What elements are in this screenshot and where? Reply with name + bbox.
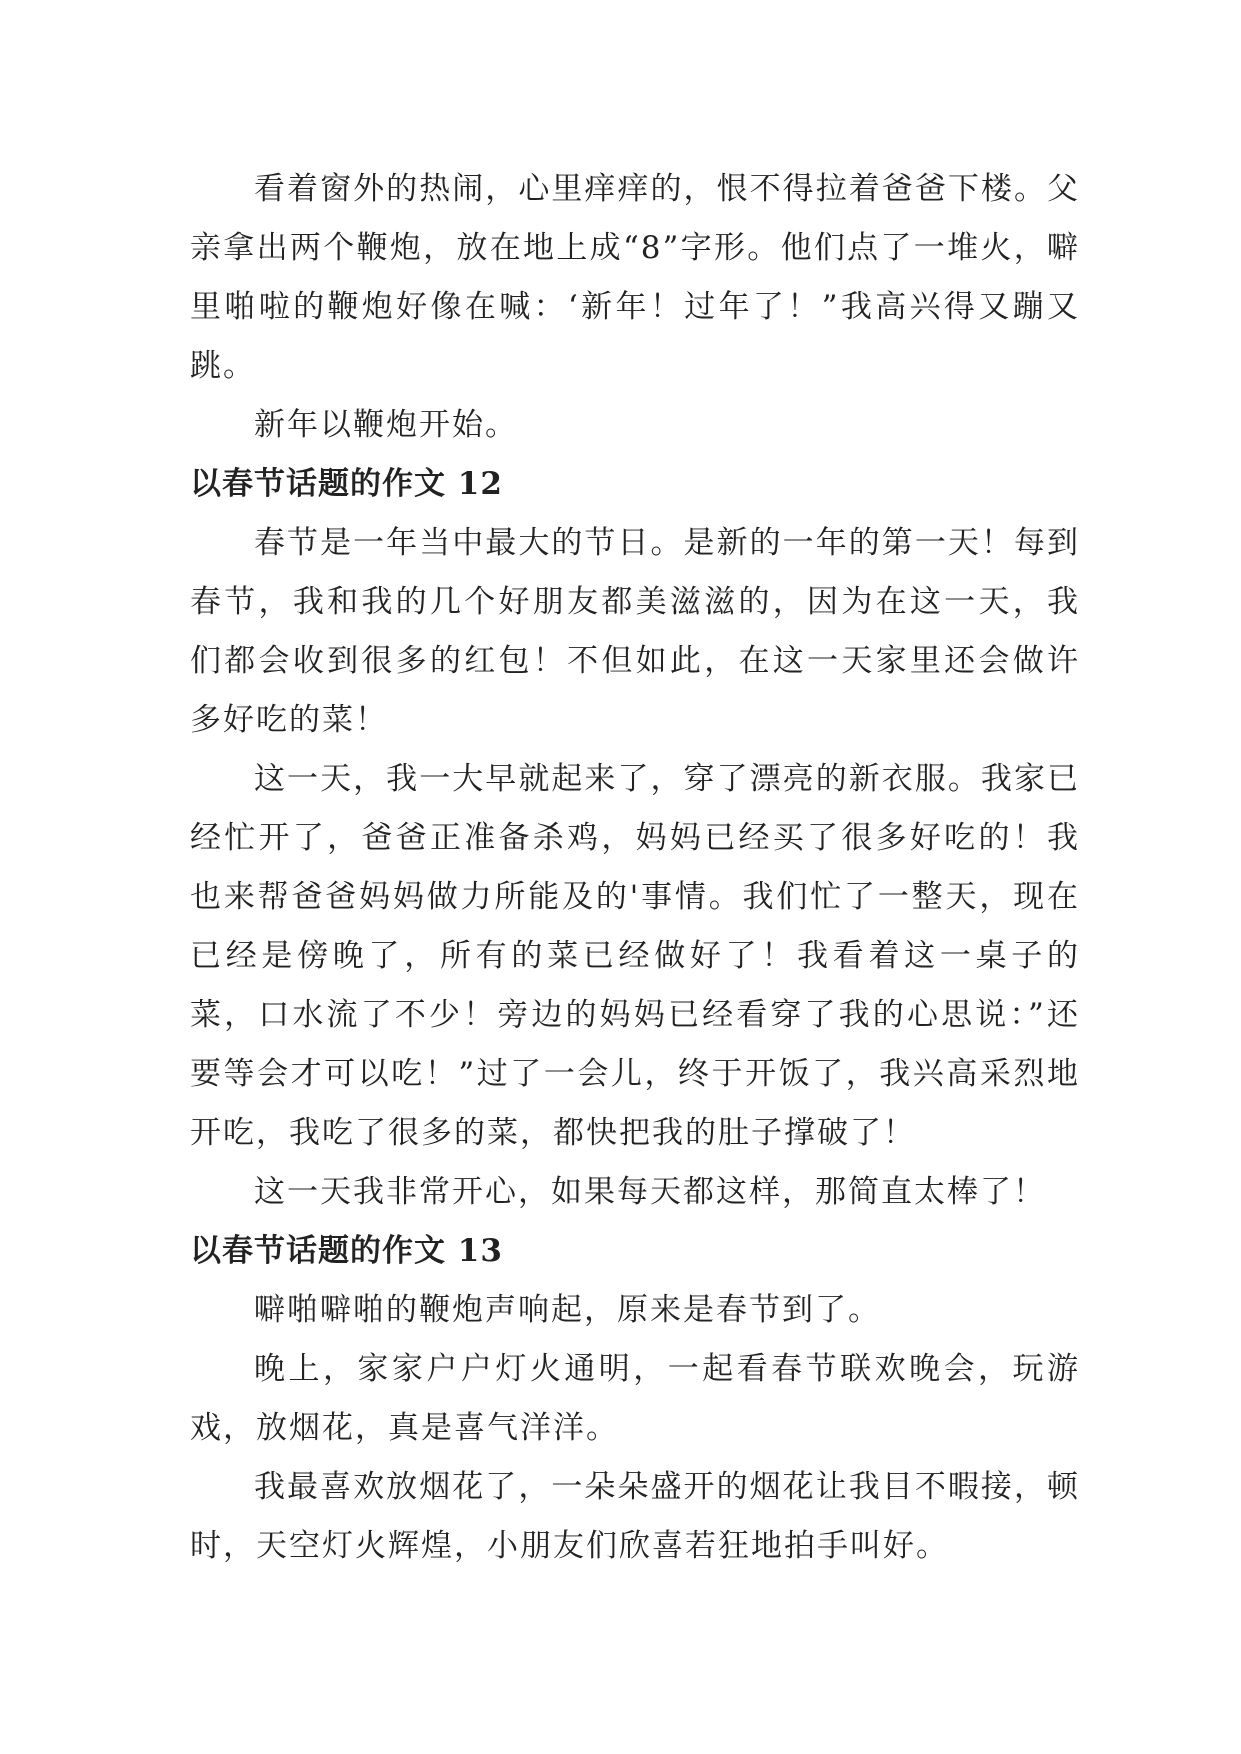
section-heading: 以春节话题的作文 12 bbox=[190, 466, 503, 502]
section-heading: 以春节话题的作文 13 bbox=[190, 1233, 503, 1269]
paragraph: 看着窗外的热闹，心里痒痒的，恨不得拉着爸爸下楼。父亲拿出两个鞭炮，放在地上成“8”字形。他们点了一堆火，噼里啪啦的鞭炮好像在喊：‘新年！过年了！”我高兴得又蹦又跳。 bbox=[190, 171, 1080, 384]
paragraph: 这一天，我一大早就起来了，穿了漂亮的新衣服。我家已经忙开了，爸爸正准备杀鸡，妈妈已经买了很多好吃的！我也来帮爸爸妈妈做力所能及的'事情。我们忙了一整天，现在已经是傍晚了，所有的菜已经做好了！我看着这一桌子的菜，口水流了不少！旁边的妈妈已经看穿了我的心思说：”还要等会才可以吃！”过了一会儿，终于开饭了，我兴高采烈地开吃，我吃了很多的菜，都快把我的肚子撑破了！ bbox=[190, 761, 1080, 1151]
paragraph: 噼啪噼啪的鞭炮声响起，原来是春节到了。 bbox=[254, 1292, 881, 1328]
paragraph: 晚上，家家户户灯火通明，一起看春节联欢晚会，玩游戏，放烟花，真是喜气洋洋。 bbox=[190, 1351, 1080, 1446]
paragraph: 这一天我非常开心，如果每天都这样，那简直太棒了！ bbox=[254, 1174, 1046, 1210]
paragraph: 春节是一年当中最大的节日。是新的一年的第一天！每到春节，我和我的几个好朋友都美滋滋的，因为在这一天，我们都会收到很多的红包！不但如此，在这一天家里还会做许多好吃的菜！ bbox=[190, 525, 1080, 738]
document-body bbox=[190, 160, 1080, 1576]
paragraph: 新年以鞭炮开始。 bbox=[254, 407, 518, 443]
paragraph: 我最喜欢放烟花了，一朵朵盛开的烟花让我目不暇接，顿时，天空灯火辉煌，小朋友们欣喜若狂地拍手叫好。 bbox=[190, 1469, 1080, 1564]
